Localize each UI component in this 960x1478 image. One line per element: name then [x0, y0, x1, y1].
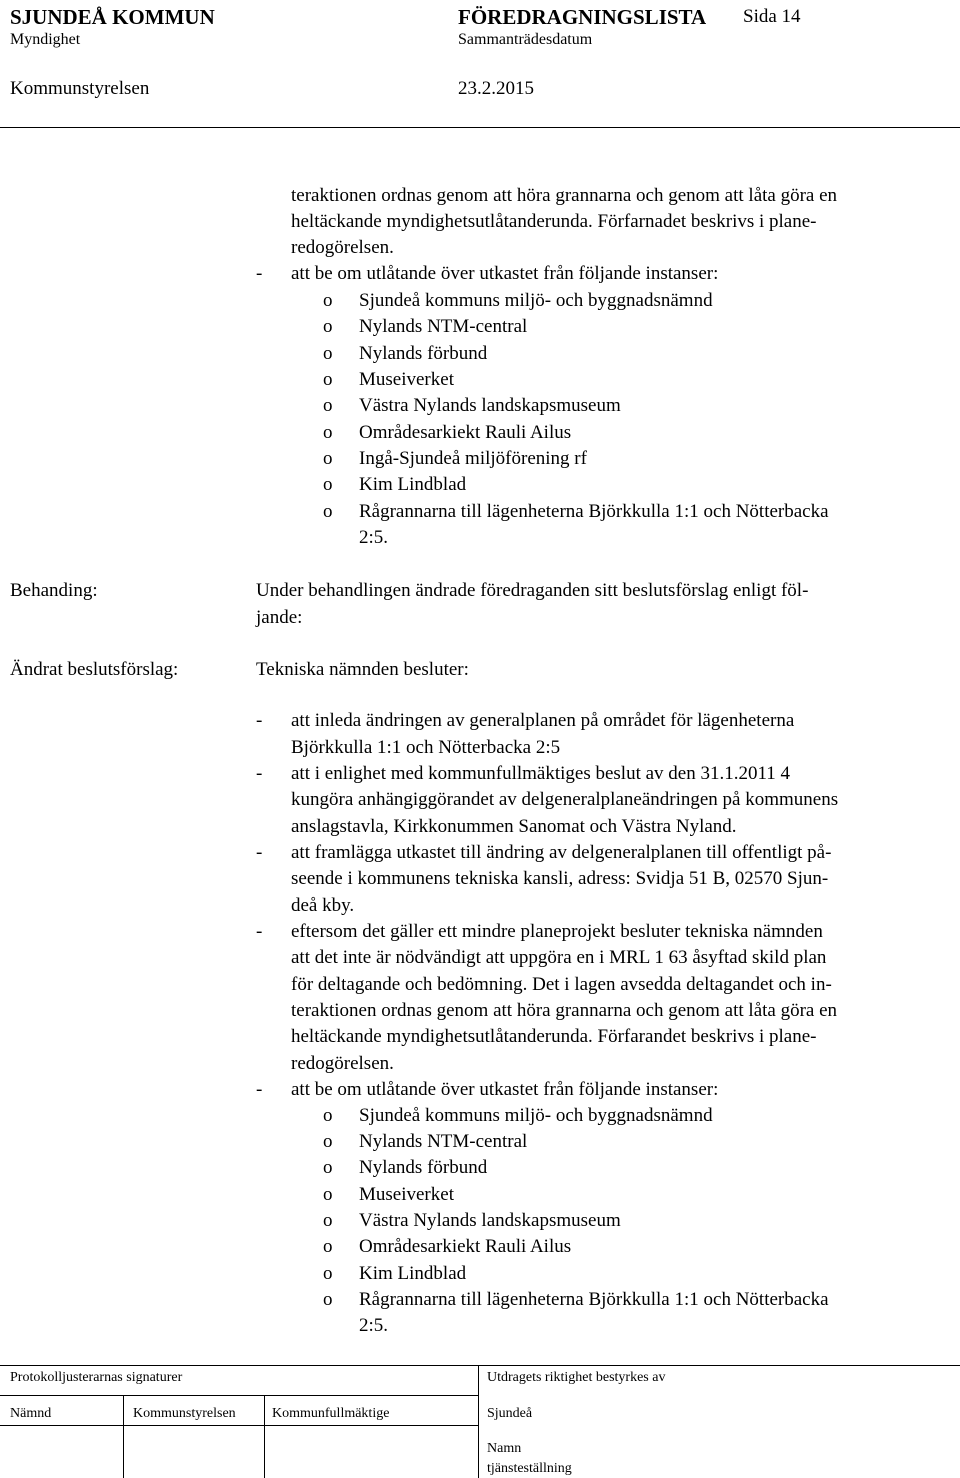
bullet-marker: o — [323, 290, 333, 311]
bullet-marker: o — [323, 1263, 333, 1284]
bullet-marker: o — [323, 1105, 333, 1126]
instance-item: Museiverket — [359, 369, 454, 390]
bullet-marker: o — [323, 1210, 333, 1231]
decision-line: att inleda ändringen av generalplanen på området för lägenheterna — [291, 710, 795, 731]
bullet-marker: o — [323, 422, 333, 443]
instance-item: Rågrannarna till lägenheterna Björkkulla 1:1 och Nötterbacka — [359, 1289, 829, 1310]
dash-marker: - — [256, 1079, 263, 1100]
instance-item: Sjundeå kommuns miljö- och byggnadsnämnd — [359, 1105, 713, 1126]
bullet-marker: o — [323, 395, 333, 416]
bullet-marker: o — [323, 448, 333, 469]
instance-item: Nylands NTM-central — [359, 316, 528, 337]
bullet-marker: o — [323, 1184, 333, 1205]
signatures-label: Protokolljusterarnas signaturer — [10, 1370, 183, 1385]
bullet-marker: o — [323, 501, 333, 522]
instance-item: Nylands förbund — [359, 1157, 488, 1178]
instance-item: Kim Lindblad — [359, 1263, 467, 1284]
footer-divider — [478, 1365, 479, 1478]
header-divider — [0, 127, 960, 128]
instance-item: Västra Nylands landskapsmuseum — [359, 395, 621, 416]
decision-line: teraktionen ordnas genom att höra grannarna och genom att låta göra en — [291, 1000, 838, 1021]
dash-marker: - — [256, 710, 263, 731]
authority-name: Kommunstyrelsen — [10, 78, 150, 99]
dash-marker: - — [256, 842, 263, 863]
footer-rule — [0, 1395, 478, 1396]
footer-top-rule — [0, 1365, 960, 1366]
dash-marker: - — [256, 763, 263, 784]
behandling-text: jande: — [256, 607, 303, 628]
bullet-marker: o — [323, 1157, 333, 1178]
footer-cell: Sjundeå — [487, 1406, 533, 1421]
footer-divider — [123, 1395, 124, 1478]
instance-item: Museiverket — [359, 1184, 454, 1205]
meeting-date: 23.2.2015 — [458, 78, 534, 99]
authority-label: Myndighet — [10, 31, 81, 48]
instance-item: Nylands NTM-central — [359, 1131, 528, 1152]
footer-cell: Nämnd — [10, 1406, 52, 1421]
org-name: SJUNDEÅ KOMMUN — [10, 5, 215, 29]
bullet-marker: o — [323, 316, 333, 337]
decision-line: deå kby. — [291, 895, 355, 916]
bullet-marker: o — [323, 1236, 333, 1257]
footer-cell: Namn — [487, 1441, 522, 1456]
decision-line: för deltagande och bedömning. Det i lagen avsedda deltagandet och in- — [291, 974, 832, 995]
decision-line: att i enlighet med kommunfullmäktiges beslut av den 31.1.2011 4 — [291, 763, 791, 784]
dash-item: att be om utlåtande över utkastet från följande instanser: — [291, 263, 719, 284]
decision-line: att be om utlåtande över utkastet från följande instanser: — [291, 1079, 719, 1100]
footer-cell: Kommunstyrelsen — [133, 1406, 236, 1421]
decision-line: kungöra anhängiggörandet av delgeneralplaneändringen på kommunens — [291, 789, 839, 810]
dash-marker: - — [256, 263, 263, 284]
footer-divider — [264, 1395, 265, 1478]
instance-item: Nylands förbund — [359, 343, 488, 364]
instance-item: Västra Nylands landskapsmuseum — [359, 1210, 621, 1231]
continuation-line: teraktionen ordnas genom att höra grannarna och genom att låta göra en — [291, 185, 838, 206]
behandling-text: Under behandlingen ändrade föredraganden sitt beslutsförslag enligt föl- — [256, 580, 809, 601]
instance-item: Sjundeå kommuns miljö- och byggnadsnämnd — [359, 290, 713, 311]
doc-type: FÖREDRAGNINGSLISTA — [458, 5, 707, 29]
decision-line: seende i kommunens tekniska kansli, adress: Svidja 51 B, 02570 Sjun- — [291, 868, 829, 889]
bullet-marker: o — [323, 474, 333, 495]
instance-item-tail: 2:5. — [359, 527, 389, 548]
footer-cell: tjänsteställning — [487, 1461, 572, 1476]
decision-line: eftersom det gäller ett mindre planeprojekt besluter tekniska nämnden — [291, 921, 823, 942]
bullet-marker: o — [323, 1289, 333, 1310]
dash-marker: - — [256, 921, 263, 942]
instance-item: Områdesarkiekt Rauli Ailus — [359, 422, 572, 443]
continuation-line: heltäckande myndighetsutlåtanderunda. Förfarnadet beskrivs i plane- — [291, 211, 817, 232]
footer-cell: Kommunfullmäktige — [272, 1406, 390, 1421]
decision-line: heltäckande myndighetsutlåtanderunda. Förfarandet beskrivs i plane- — [291, 1026, 817, 1047]
decision-line: att framlägga utkastet till ändring av delgeneralplanen till offentligt på- — [291, 842, 832, 863]
extract-label: Utdragets riktighet bestyrkes av — [487, 1370, 666, 1385]
meeting-date-label: Sammanträdesdatum — [458, 31, 593, 48]
behandling-label: Behanding: — [10, 580, 98, 601]
decision-line: anslagstavla, Kirkkonummen Sanomat och Västra Nyland. — [291, 816, 737, 837]
decision-line: Björkkulla 1:1 och Nötterbacka 2:5 — [291, 737, 561, 758]
instance-item: Ingå-Sjundeå miljöförening rf — [359, 448, 587, 469]
andrat-label: Ändrat beslutsförslag: — [10, 659, 179, 680]
instance-item-tail: 2:5. — [359, 1315, 389, 1336]
instance-item: Kim Lindblad — [359, 474, 467, 495]
footer-rule — [0, 1425, 478, 1426]
bullet-marker: o — [323, 369, 333, 390]
bullet-marker: o — [323, 343, 333, 364]
decision-line: att det inte är nödvändigt att uppgöra en i MRL 1 63 åsyftad skild plan — [291, 947, 827, 968]
decision-line: redogörelsen. — [291, 1053, 394, 1074]
continuation-line: redogörelsen. — [291, 237, 394, 258]
bullet-marker: o — [323, 1131, 333, 1152]
instance-item: Rågrannarna till lägenheterna Björkkulla 1:1 och Nötterbacka — [359, 501, 829, 522]
page-number: Sida 14 — [743, 6, 801, 27]
andrat-intro: Tekniska nämnden besluter: — [256, 659, 469, 680]
instance-item: Områdesarkiekt Rauli Ailus — [359, 1236, 572, 1257]
